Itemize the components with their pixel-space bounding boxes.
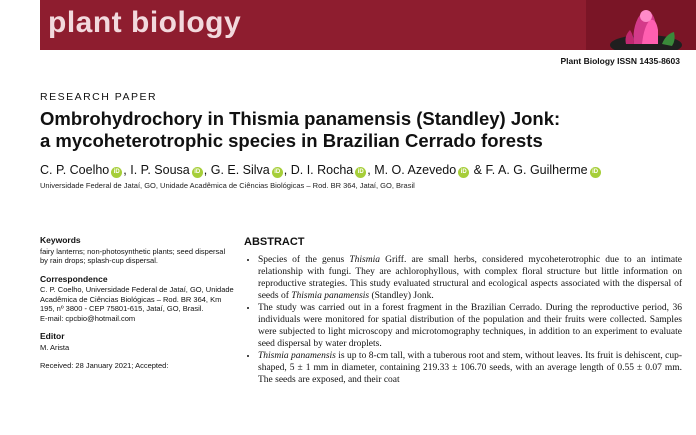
section-label: RESEARCH PAPER (40, 91, 158, 103)
author-list (40, 163, 602, 178)
bullet-text: Griff. are small herbs, considered mycoheterotrophic due to an intimate relationship with fungi. They are achlorophyllous, with complex floral structure but little information on reproductive strategies. This study evaluated structural and ecological aspects associated with the dispersal of seeds of (258, 255, 682, 301)
bullet-text: The study was carried out in a forest fragment in the Brazilian Cerrado. During the reproductive period, 36 individuals were monitored for spatial distribution of the population and their fruits were collected. Samples were subjected to light microscopy and microtomography techniques, in addition to an experiment to evaluate seed dispersal by water droplets. (258, 303, 682, 349)
editor-block (40, 332, 235, 352)
title-line-2: a mycoheterotrophic species in Brazilian Cerrado forests (40, 130, 543, 151)
correspondence-heading: Correspondence (40, 273, 108, 284)
editor-name: M. Arista (40, 342, 70, 352)
abstract-heading: ABSTRACT (244, 236, 305, 248)
correspondence-text: C. P. Coelho, Universidade Federal de Jataí, GO, Unidade Acadêmica de Ciências Biológicas – Rod. BR 364, Km 195, nº 3800 - CEP 75801-615, Jataí, GO, Brasil. (40, 285, 234, 313)
abstract-bullet (258, 254, 682, 302)
bullet-italic: Thismia panamensis (258, 351, 336, 361)
author-separator: , (123, 163, 131, 177)
article-sidebar (40, 236, 235, 371)
author-name[interactable]: I. P. Sousa (130, 163, 190, 177)
author-separator: , (367, 163, 375, 177)
author-separator: , (203, 163, 211, 177)
keywords-text: fairy lanterns; non-photosynthetic plants; seed dispersal by rain drops; splash-cup dispersal. (40, 246, 226, 265)
author-name[interactable]: M. O. Azevedo (374, 163, 457, 177)
author-separator: , (283, 163, 291, 177)
journal-banner (40, 0, 696, 50)
plant-logo-art (586, 0, 696, 50)
affiliation: Universidade Federal de Jataí, GO, Unidade Acadêmica de Ciências Biológicas – Rod. BR 364, Jataí, GO, Brasil (40, 181, 415, 190)
author-name[interactable]: G. E. Silva (210, 163, 270, 177)
orcid-icon[interactable]: iD (272, 167, 283, 178)
bullet-text: Species of the genus (258, 255, 350, 265)
abstract-section (244, 236, 682, 386)
issn-line: Plant Biology ISSN 1435-8603 (560, 56, 680, 66)
keywords-heading: Keywords (40, 235, 81, 245)
correspondence-email[interactable]: E-mail: cpcbio@hotmail.com (40, 313, 136, 323)
bullet-italic: Thismia panamensis (291, 291, 370, 301)
author-name[interactable]: F. A. G. Guilherme (485, 163, 588, 177)
author-separator: & (470, 163, 486, 177)
orcid-icon[interactable]: iD (458, 167, 469, 178)
orcid-icon[interactable]: iD (590, 167, 601, 178)
author-name[interactable]: D. I. Rocha (290, 163, 354, 177)
abstract-bullets (244, 254, 682, 386)
journal-name: plant biology (48, 6, 242, 39)
received-date: Received: 28 January 2021; Accepted: (40, 361, 169, 370)
keywords-block (40, 236, 235, 266)
bullet-text: is up to 8-cm tall, with a tuberous root and stem, without leaves. Its fruit is dehiscent, cup-shaped, 5 ± 1 mm in diameter, containing 219.33 ± 106.70 seeds, with an average length of 0.55 ± 0.07 mm. The seeds are exposed, and their coat (258, 351, 682, 385)
orcid-icon[interactable]: iD (111, 167, 122, 178)
orcid-icon[interactable]: iD (192, 167, 203, 178)
correspondence-block (40, 275, 235, 324)
orcid-icon[interactable]: iD (355, 167, 366, 178)
bullet-text: (Standley) Jonk. (369, 291, 434, 301)
abstract-bullet (258, 350, 682, 386)
bullet-italic: Thismia (349, 255, 380, 265)
editor-heading: Editor (40, 331, 65, 341)
title-line-1: Ombrohydrochory in Thismia panamensis (Standley) Jonk: (40, 108, 561, 129)
author-name[interactable]: C. P. Coelho (40, 163, 110, 177)
abstract-bullet (258, 302, 682, 350)
article-title (40, 108, 680, 152)
